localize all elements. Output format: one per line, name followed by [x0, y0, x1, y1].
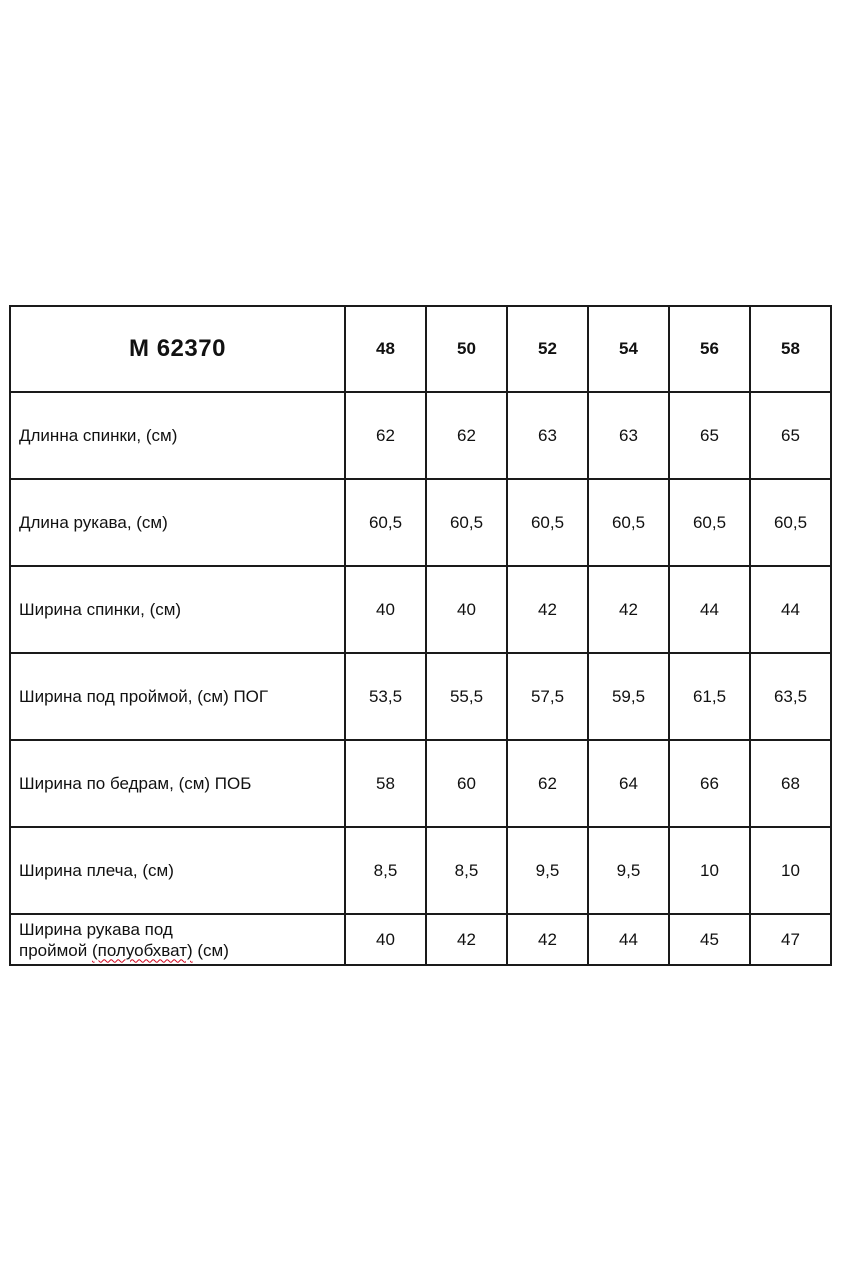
- size-header: 54: [588, 306, 669, 392]
- table-cell: 40: [426, 566, 507, 653]
- table-cell: 62: [507, 740, 588, 827]
- size-header: 56: [669, 306, 750, 392]
- table-cell: 63: [507, 392, 588, 479]
- size-header: 48: [345, 306, 426, 392]
- row-label-text: проймой: [19, 940, 92, 960]
- table-cell: 63: [588, 392, 669, 479]
- row-label-text: (см): [192, 940, 229, 960]
- size-header: 58: [750, 306, 831, 392]
- table-row: [10, 653, 831, 740]
- row-label: Ширина под проймой, (см) ПОГ: [10, 653, 345, 740]
- table-cell: 59,5: [588, 653, 669, 740]
- table-cell: 60,5: [507, 479, 588, 566]
- table-cell: 45: [669, 914, 750, 965]
- table-cell: 42: [507, 566, 588, 653]
- table-cell: 44: [669, 566, 750, 653]
- row-label: Длинна спинки, (см): [10, 392, 345, 479]
- table-cell: 60,5: [588, 479, 669, 566]
- table-row: [10, 392, 831, 479]
- table-cell: 10: [669, 827, 750, 914]
- row-label: Ширина спинки, (см): [10, 566, 345, 653]
- table-cell: 60,5: [750, 479, 831, 566]
- table-cell: 65: [750, 392, 831, 479]
- table-cell: 58: [345, 740, 426, 827]
- table-row: [10, 827, 831, 914]
- table-cell: 40: [345, 566, 426, 653]
- row-label: [10, 914, 345, 965]
- table-row: [10, 740, 831, 827]
- table-cell: 42: [507, 914, 588, 965]
- table-cell: 62: [345, 392, 426, 479]
- spellcheck-flagged-word: (полуобхват): [91, 940, 193, 960]
- table-cell: 63,5: [750, 653, 831, 740]
- table-cell: 65: [669, 392, 750, 479]
- size-header: 50: [426, 306, 507, 392]
- table-cell: 42: [426, 914, 507, 965]
- table-cell: 62: [426, 392, 507, 479]
- table-row: [10, 914, 831, 965]
- table-cell: 57,5: [507, 653, 588, 740]
- row-label: Ширина плеча, (см): [10, 827, 345, 914]
- row-label-line: Ширина рукава под: [19, 919, 173, 939]
- table-cell: 60,5: [669, 479, 750, 566]
- row-label: Ширина по бедрам, (см) ПОБ: [10, 740, 345, 827]
- table-cell: 60: [426, 740, 507, 827]
- row-label-line: [19, 940, 344, 961]
- table-cell: 42: [588, 566, 669, 653]
- row-label: Длина рукава, (см): [10, 479, 345, 566]
- table-cell: 60,5: [345, 479, 426, 566]
- table-cell: 66: [669, 740, 750, 827]
- table-cell: 8,5: [345, 827, 426, 914]
- table-cell: 9,5: [507, 827, 588, 914]
- table-cell: 60,5: [426, 479, 507, 566]
- table-row: [10, 479, 831, 566]
- size-chart-table: [9, 305, 832, 966]
- table-cell: 10: [750, 827, 831, 914]
- table-cell: 44: [588, 914, 669, 965]
- table-cell: 53,5: [345, 653, 426, 740]
- table-cell: 68: [750, 740, 831, 827]
- table-cell: 8,5: [426, 827, 507, 914]
- size-header: 52: [507, 306, 588, 392]
- table-cell: 64: [588, 740, 669, 827]
- table-cell: 61,5: [669, 653, 750, 740]
- table-cell: 55,5: [426, 653, 507, 740]
- table-cell: 9,5: [588, 827, 669, 914]
- model-number: М 62370: [10, 306, 345, 392]
- header-row: [10, 306, 831, 392]
- table-row: [10, 566, 831, 653]
- table-cell: 47: [750, 914, 831, 965]
- table-cell: 44: [750, 566, 831, 653]
- table-cell: 40: [345, 914, 426, 965]
